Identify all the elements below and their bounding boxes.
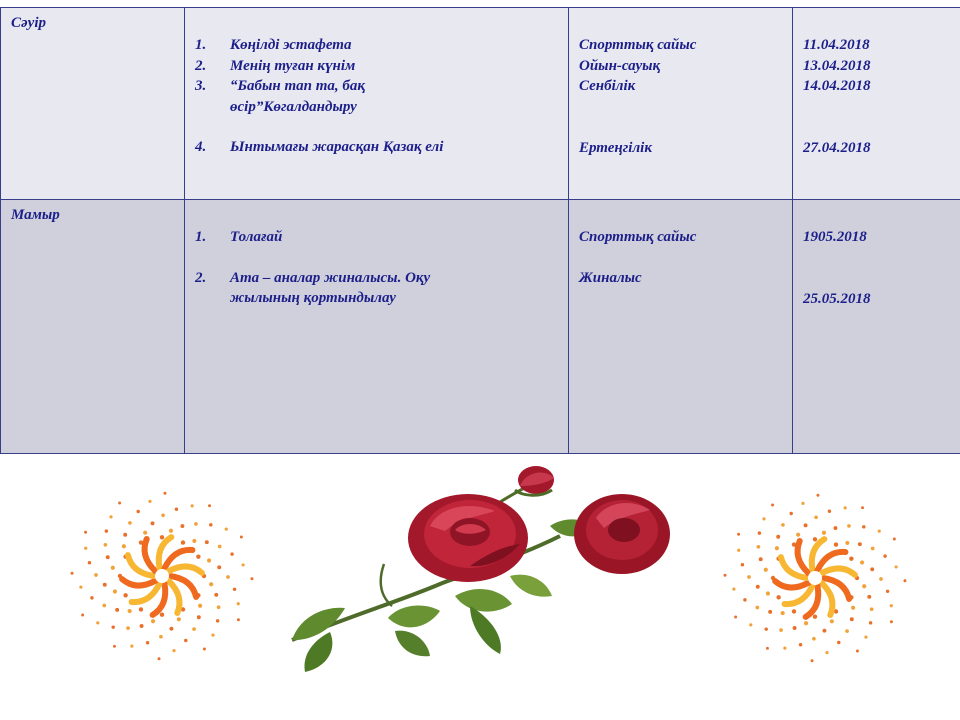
event-title-cont: өсір”Көгалдандыру [230, 98, 357, 115]
list-item [195, 227, 568, 248]
events-cell [185, 200, 569, 454]
event-type-cell [569, 200, 793, 454]
event-type: Спорттық сайыс [579, 37, 697, 53]
item-number: 3. [195, 78, 207, 94]
sun-ornament-left [71, 492, 254, 660]
event-title: Толағай [230, 229, 283, 245]
table-row [1, 200, 960, 454]
list-item [195, 35, 568, 56]
event-type: Спорттық сайыс [579, 229, 697, 245]
event-plan-table [0, 7, 960, 454]
sun-ornament-right [724, 494, 907, 662]
events-list [195, 35, 568, 158]
event-type: Жиналыс [579, 269, 642, 286]
event-title: “Бабын тап та, бақ [230, 78, 366, 94]
month-label: Сәуір [11, 15, 46, 31]
event-date: 13.04.2018 [803, 57, 871, 74]
event-title: Көңілді эстафета [230, 37, 352, 53]
red-roses-illustration [292, 466, 670, 672]
event-type-cell [569, 8, 793, 200]
date-cell [793, 8, 960, 200]
month-label: Мамыр [11, 207, 60, 223]
event-title: Ынтымағы жарасқан Қазақ елі [230, 139, 444, 155]
item-number: 1. [195, 37, 207, 53]
event-title: Менің туған күнім [230, 57, 356, 74]
events-cell [185, 8, 569, 200]
event-type: Ертеңгілік [579, 139, 652, 156]
list-item [195, 76, 568, 117]
item-number: 2. [195, 57, 207, 74]
event-date: 27.04.2018 [803, 139, 871, 156]
event-date: 1905.2018 [803, 229, 867, 245]
list-item [195, 56, 568, 77]
event-date: 11.04.2018 [803, 37, 870, 53]
list-item [195, 137, 568, 158]
event-title-cont: жылының қортындылау [230, 290, 396, 306]
events-list [195, 227, 568, 309]
decoration-strip [0, 456, 960, 720]
list-item [195, 268, 568, 309]
date-cell [793, 200, 960, 454]
event-type: Сенбілік [579, 78, 636, 94]
item-number: 4. [195, 139, 207, 155]
table-row [1, 8, 960, 200]
event-date: 25.05.2018 [803, 290, 871, 307]
event-title: Ата – аналар жиналысы. Оқу [230, 269, 431, 286]
item-number: 1. [195, 229, 207, 245]
event-date: 14.04.2018 [803, 78, 871, 94]
item-number: 2. [195, 269, 207, 286]
month-cell [1, 8, 185, 200]
month-cell [1, 200, 185, 454]
event-type: Ойын-сауық [579, 57, 661, 74]
